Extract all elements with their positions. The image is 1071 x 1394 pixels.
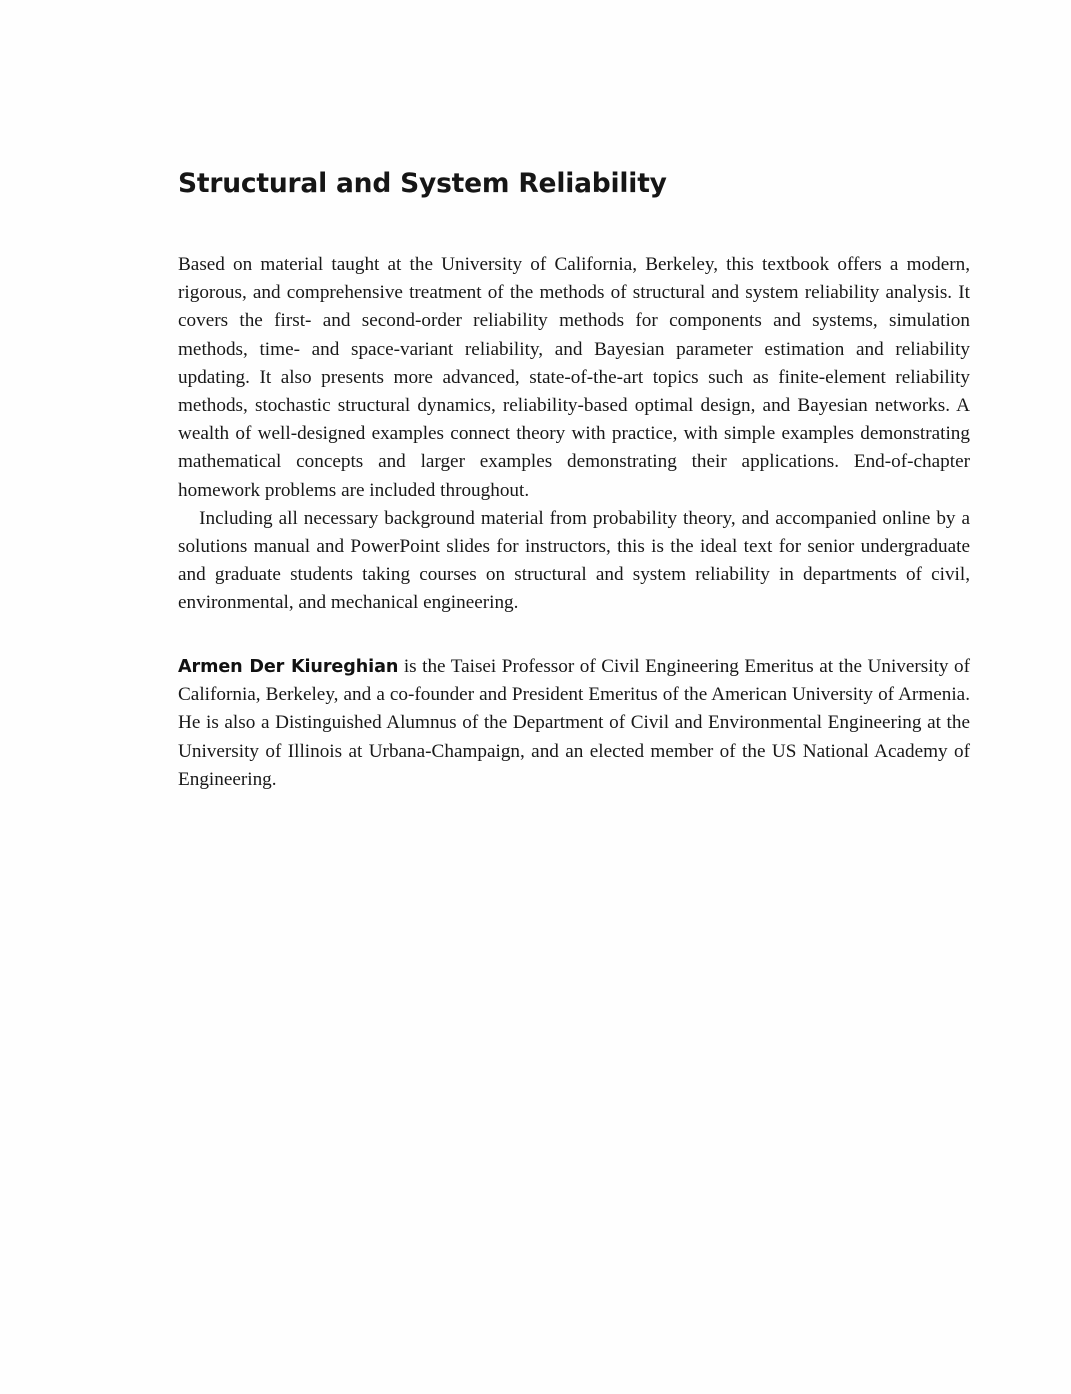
author-name: Armen Der Kiureghian (178, 657, 399, 677)
blurb-paragraph-1: Based on material taught at the University of California, Berkeley, this textbook offers a modern, rigorous, and comprehensive treatment of the methods of structural and system reliability analysis. It covers the first- and second-order reliability methods for components and systems, simulation methods, time- and space-variant reliability, and Bayesian parameter estimation and reliability updating. It also presents more advanced, state-of-the-art topics such as finite-element reliability methods, stochastic structural dynamics, reliability-based optimal design, and Bayesian networks. A wealth of well-designed examples connect theory with practice, with simple examples demonstrating mathematical concepts and larger examples demonstrating their applications. End-of-chapter homework problems are included throughout. (178, 254, 970, 501)
page-title: Structural and System Reliability (178, 168, 667, 199)
blurb-paragraph-2: Including all necessary background material from probability theory, and accompanied online by a solutions manual and PowerPoint slides for instructors, this is the ideal text for senior undergraduate and graduate students taking courses on structural and system reliability in departments of civil, environmental, and mechanical engineering. (178, 507, 970, 614)
author-bio-text: is the Taisei Professor of Civil Engineering Emeritus at the University of California, Berkeley, and a co-founder and President Emeritus of the American University of Armenia. He is also a Distinguished Alumnus of the Department of Civil and Environmental Engineering at the University of Illinois at Urbana-Champaign, and an elected member of the US National Academy of Engineering. (178, 656, 970, 790)
blurb-section (178, 251, 970, 618)
author-bio-paragraph (178, 653, 970, 794)
